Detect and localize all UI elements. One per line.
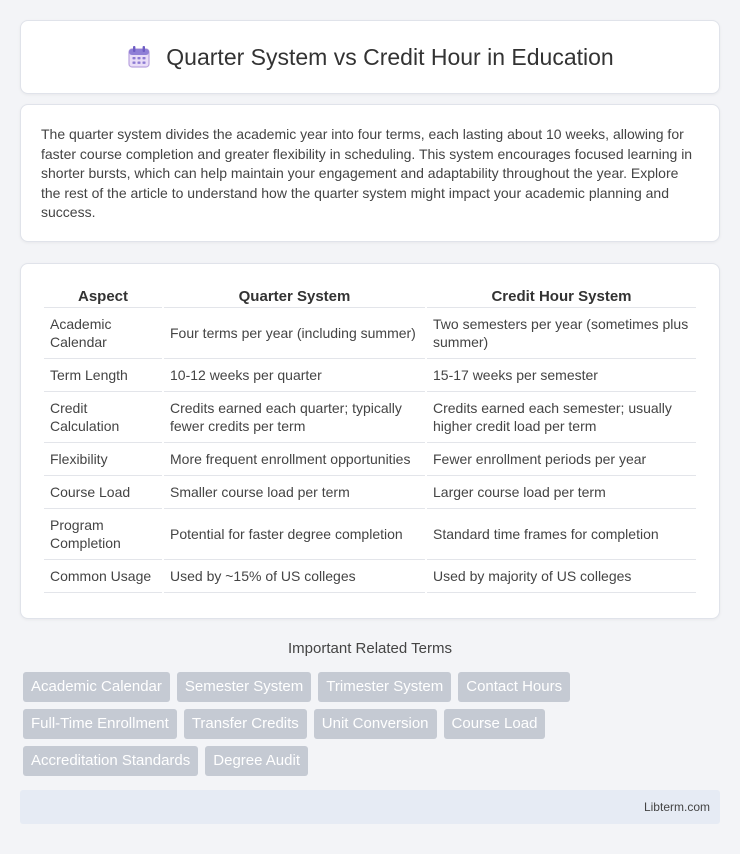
- table-row: [44, 392, 696, 443]
- related-term-tag[interactable]: Semester System: [177, 672, 311, 702]
- related-terms-list: [23, 672, 723, 776]
- related-terms-title: Important Related Terms: [288, 640, 452, 657]
- table-cell: Course Load: [44, 476, 162, 509]
- column-header-aspect: Aspect: [44, 284, 162, 308]
- footer: [20, 790, 720, 824]
- table-cell: Two semesters per year (sometimes plus summer): [427, 308, 696, 359]
- column-header-credit-hour-system: Credit Hour System: [427, 284, 696, 308]
- related-term-tag[interactable]: Course Load: [444, 709, 546, 739]
- table-cell: Credits earned each semester; usually higher credit load per term: [427, 392, 696, 443]
- table-row: [44, 443, 696, 476]
- related-term-tag[interactable]: Degree Audit: [205, 746, 308, 776]
- column-header-quarter-system: Quarter System: [164, 284, 425, 308]
- table-cell: Used by majority of US colleges: [427, 560, 696, 593]
- table-cell: Four terms per year (including summer): [164, 308, 425, 359]
- table-cell: Standard time frames for completion: [427, 509, 696, 560]
- comparison-table-card: [20, 263, 720, 619]
- table-row: [44, 359, 696, 392]
- table-cell: Flexibility: [44, 443, 162, 476]
- page-title: Quarter System vs Credit Hour in Education: [166, 43, 614, 70]
- related-term-tag[interactable]: Unit Conversion: [314, 709, 437, 739]
- table-row: [44, 509, 696, 560]
- table-row: [44, 476, 696, 509]
- related-term-tag[interactable]: Academic Calendar: [23, 672, 170, 702]
- footer-brand[interactable]: Libterm.com: [643, 800, 710, 814]
- intro-text: The quarter system divides the academic year into four terms, each lasting about 10 weeks, allowing for faster course completion and greater flexibility in scheduling. This system encourages focused learning in shorter bursts, which can help maintain your engagement and adaptability throughout the year. Explore the rest of the article to understand how the quarter system might impact your academic planning and success.: [41, 126, 693, 221]
- intro-card: [20, 104, 720, 242]
- table-cell: Potential for faster degree completion: [164, 509, 425, 560]
- table-cell: 10-12 weeks per quarter: [164, 359, 425, 392]
- table-row: [44, 560, 696, 593]
- related-term-tag[interactable]: Trimester System: [318, 672, 451, 702]
- header-card: [20, 20, 720, 94]
- table-cell: Credits earned each quarter; typically fewer credits per term: [164, 392, 425, 443]
- table-row: [44, 308, 696, 359]
- table-cell: Used by ~15% of US colleges: [164, 560, 425, 593]
- related-term-tag[interactable]: Contact Hours: [458, 672, 570, 702]
- table-cell: Common Usage: [44, 560, 162, 593]
- table-cell: 15-17 weeks per semester: [427, 359, 696, 392]
- related-term-tag[interactable]: Accreditation Standards: [23, 746, 198, 776]
- table-cell: More frequent enrollment opportunities: [164, 443, 425, 476]
- table-header-row: [44, 284, 696, 308]
- table-cell: Academic Calendar: [44, 308, 162, 359]
- comparison-table: [42, 284, 698, 593]
- table-cell: Smaller course load per term: [164, 476, 425, 509]
- related-term-tag[interactable]: Full-Time Enrollment: [23, 709, 177, 739]
- title-wrap: [126, 44, 613, 71]
- table-cell: Fewer enrollment periods per year: [427, 443, 696, 476]
- table-cell: Credit Calculation: [44, 392, 162, 443]
- table-cell: Program Completion: [44, 509, 162, 560]
- related-term-tag[interactable]: Transfer Credits: [184, 709, 307, 739]
- calendar-icon: [126, 44, 152, 70]
- table-cell: Term Length: [44, 359, 162, 392]
- table-cell: Larger course load per term: [427, 476, 696, 509]
